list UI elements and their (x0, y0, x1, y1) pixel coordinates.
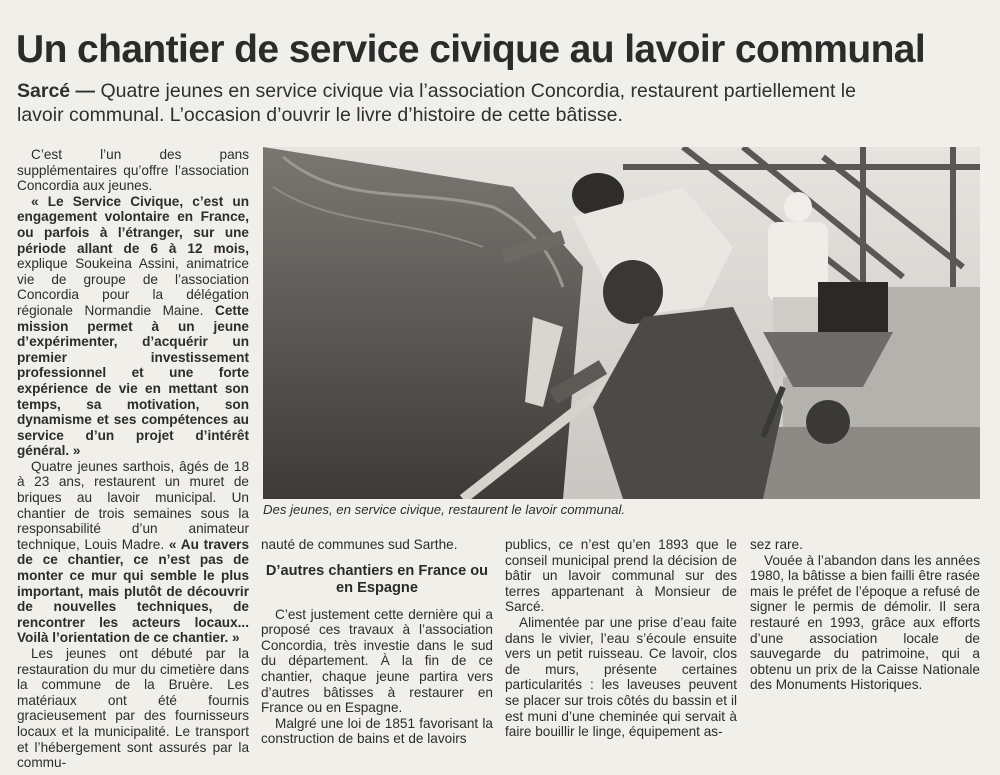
col1-attribution: explique Soukeina Assini, animatrice vie de groupe de l’association Concordia pour la délégation régionale Normandie Maine. (17, 256, 249, 318)
headline: Un chantier de service civique au lavoir communal (16, 28, 926, 71)
chapeau-place: Sarcé — (17, 80, 96, 102)
col1-paragraph-4: Les jeunes ont débuté par la restauration du mur du cimetière dans la commune de la Bruère. Les matériaux ont été fournis gracieusement par des fournisseurs locaux et la municipalité. Le transport et l’hébergement sont assurés par la commu- (17, 646, 249, 771)
chapeau-text: Quatre jeunes en service civique via l’association Concordia, restaurent partiellement le lavoir communal. L’occasion d’ouvrir le livre d’histoire de cette bâtisse. (17, 80, 856, 126)
col4-paragraph-2: Vouée à l’abandon dans les années 1980, la bâtisse a bien failli être rasée mais le préfet de l’époque a refusé de signer le permis de démolir. Il sera restauré en 1993, grâce aux efforts d’une association locale de sauvegarde du patrimoine, qui a obtenu un prix de la Caisse Nationale des Monuments Historiques. (750, 552, 980, 693)
photo-caption: Des jeunes, en service civique, restaurent le lavoir communal. (263, 502, 626, 517)
column-2 (261, 537, 493, 747)
col1-quote-3: « Au travers de ce chantier, ce n’est pas de monter ce mur qui semble le plus important, mais plutôt de découvrir de nouvelles techniques, de rencontrer les acteurs locaux... Voilà l’orientation de ce chantier. » (17, 536, 250, 646)
col1-paragraph-1: C’est l’un des pans supplémentaires qu’offre l’association Concordia aux jeunes. (17, 147, 249, 194)
column-4 (750, 537, 980, 693)
col2-paragraph-1: nauté de communes sud Sarthe. (261, 537, 458, 552)
col1-paragraph-3 (17, 459, 249, 646)
col3-paragraph-1: publics, ce n’est qu’en 1893 que le conseil municipal prend la décision de bâtir un lavoir communal sur des terres appartenant à Monsieur de Sarcé. (505, 537, 737, 615)
column-3 (505, 537, 737, 740)
col1-p3-text: Quatre jeunes sarthois, âgés de 18 à 23 ans, restaurent un muret de briques au lavoir municipal. Un chantier de trois semaines sous la responsabilité d’un animateur technique, Louis Madre. (17, 458, 249, 552)
col1-quote-2: Cette mission permet à un jeune d’expérimenter, d’acquérir un premier investissement professionnel et une forte expérience de vie en mettant son temps, sa motivation, son dynamisme et ses compétences au service d’un projet d’intérêt général. » (17, 302, 249, 459)
col2-paragraph-2: C’est justement cette dernière qui a proposé ces travaux à l’association Concordia, très investie dans le sud du département. À la fin de ce chantier, chaque jeune partira vers d’autres bâtisses à restaurer en France ou en Espagne. (261, 606, 493, 716)
col1-quote-1: « Le Service Civique, c’est un engagement volontaire en France, ou parfois à l’étranger, sur une période allant de 6 à 12 mois, (17, 193, 249, 256)
col1-paragraph-2 (17, 194, 249, 459)
col4-paragraph-1: sez rare. (750, 537, 803, 552)
column-1 (17, 147, 249, 771)
chapeau (17, 79, 897, 127)
col2-paragraph-3: Malgré une loi de 1851 favorisant la construction de bains et de lavoirs (261, 715, 493, 747)
photo-illustration (263, 147, 980, 499)
photo (263, 147, 980, 499)
col3-paragraph-2: Alimentée par une prise d’eau faite dans le vivier, l’eau s’écoule ensuite vers un petit ruisseau. Ce lavoir, clos de murs, présente certaines particularités : les laveuses peuvent se placer sur trois côtés du bassin et il est muni d’une cheminée qui servait à faire bouillir le linge, équipement as- (505, 614, 737, 740)
subheading: D’autres chantiers en France ou en Espagne (265, 562, 489, 596)
